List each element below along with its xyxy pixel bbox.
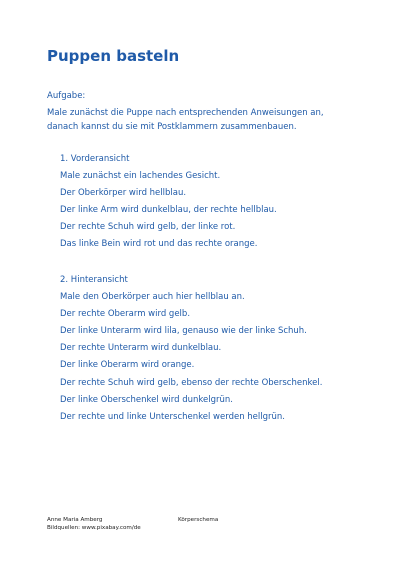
section-heading: 1. Vorderansicht xyxy=(60,154,130,164)
footer-author: Anne Maria Amberg xyxy=(47,517,103,523)
instruction-item: Male den Oberkörper auch hier hellblau an. xyxy=(60,292,245,303)
instruction-item: Der rechte und linke Unterschenkel werden hellgrün. xyxy=(60,411,285,422)
instruction-item: Der rechte Schuh wird gelb, der linke rot. xyxy=(60,222,236,233)
task-line: Male zunächst die Puppe nach entsprechenden Anweisungen an, xyxy=(47,108,324,118)
instruction-item: Der linke Unterarm wird lila, genauso wie der linke Schuh. xyxy=(60,326,307,337)
section-front-view xyxy=(60,151,277,254)
footer-image-sources: Bildquellen: www.pixabay.com/de xyxy=(47,525,141,531)
instruction-item: Der rechte Oberarm wird gelb. xyxy=(60,309,191,320)
section-back-view xyxy=(60,272,322,426)
instruction-item: Der rechte Schuh wird gelb, ebenso der rechte Oberschenkel. xyxy=(60,377,323,388)
instruction-item: Der linke Oberarm wird orange. xyxy=(60,360,195,371)
footer-left xyxy=(47,516,141,532)
task-label: Aufgabe: xyxy=(47,91,86,101)
instruction-item: Male zunächst ein lachendes Gesicht. xyxy=(60,171,221,182)
task-line: danach kannst du sie mit Postklammern zusammenbauen. xyxy=(47,121,297,132)
footer-topic: Körperschema xyxy=(178,517,219,523)
instruction-item: Der linke Arm wird dunkelblau, der rechte hellblau. xyxy=(60,205,277,216)
section-heading: 2. Hinteransicht xyxy=(60,275,128,285)
page-title: Puppen basteln xyxy=(47,47,180,65)
instruction-item: Der Oberkörper wird hellblau. xyxy=(60,188,187,199)
instruction-item: Der linke Oberschenkel wird dunkelgrün. xyxy=(60,394,233,405)
instruction-item: Der rechte Unterarm wird dunkelblau. xyxy=(60,343,222,354)
task-instructions xyxy=(47,107,367,134)
instruction-item: Das linke Bein wird rot und das rechte orange. xyxy=(60,239,258,250)
